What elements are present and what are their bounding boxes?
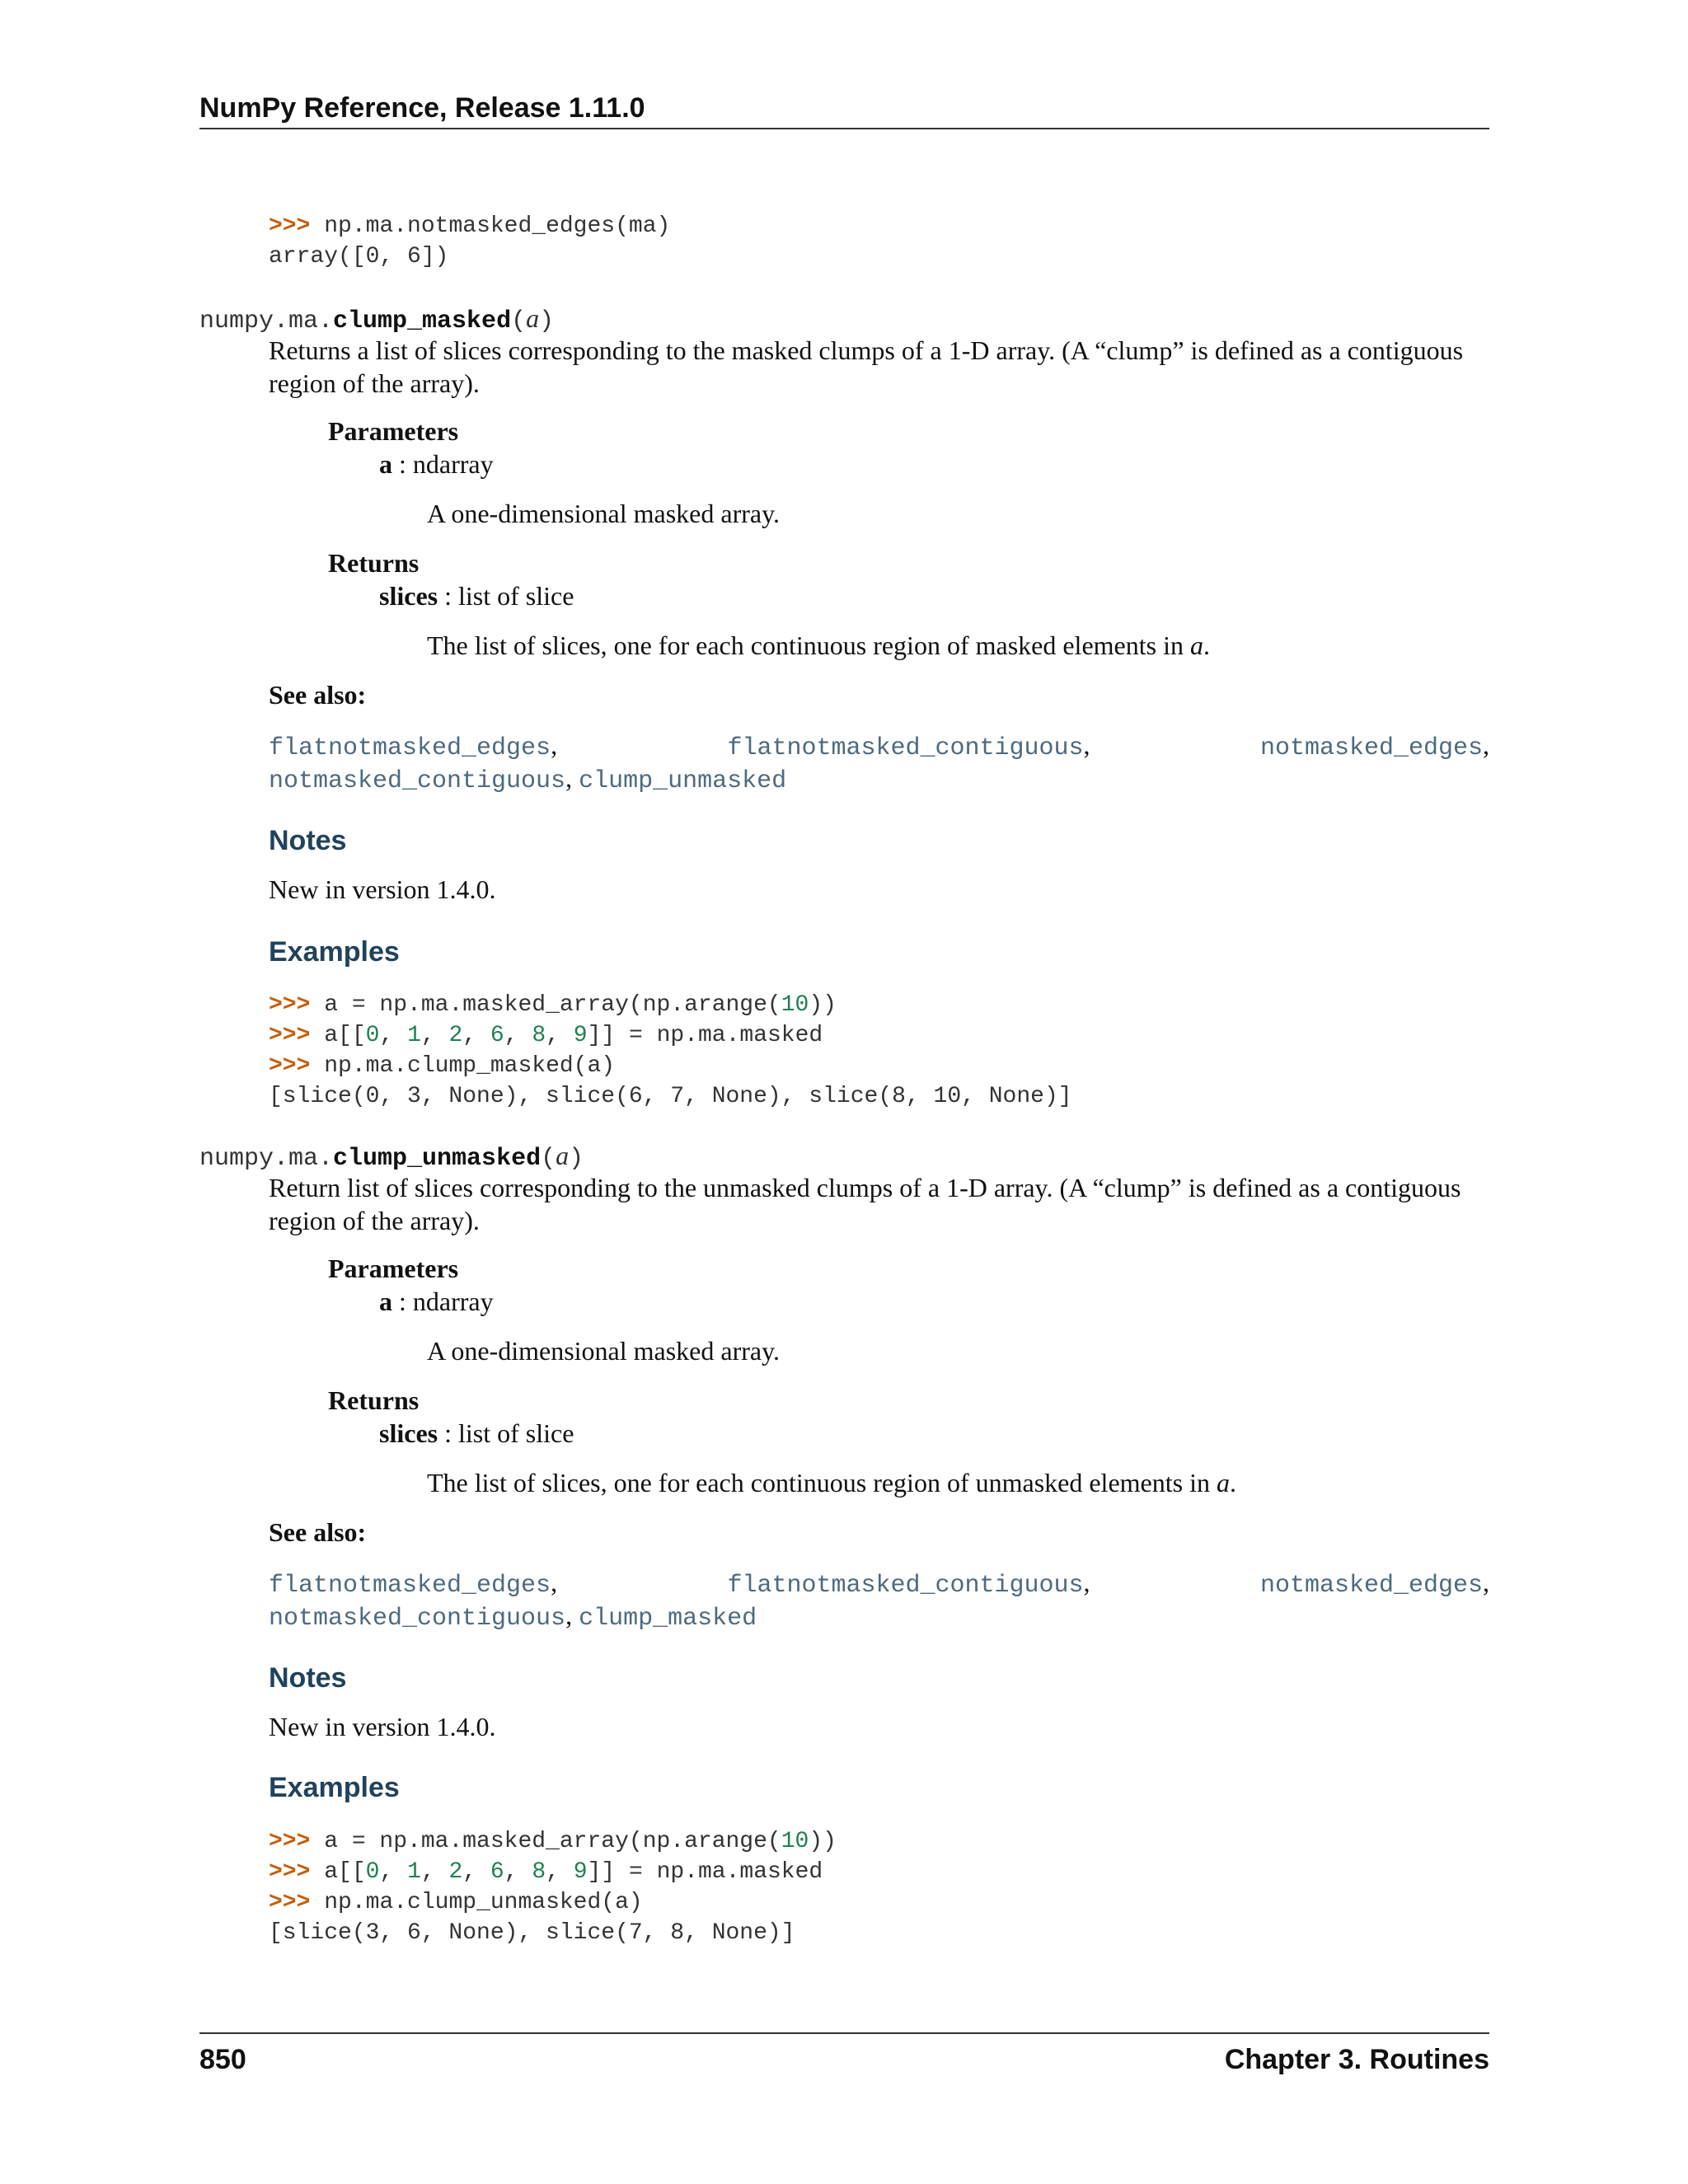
examples-heading: Examples: [269, 936, 400, 968]
xref-link[interactable]: notmasked_edges: [1259, 734, 1483, 762]
parameter-description: A one-dimensional masked array.: [427, 499, 781, 528]
xref-link[interactable]: clump_unmasked: [579, 767, 787, 795]
xref-link[interactable]: clump_masked: [579, 1605, 757, 1633]
parameter-description: A one-dimensional masked array.: [427, 1336, 781, 1366]
page-number: 850: [199, 2044, 246, 2075]
example-code: >>> a = np.ma.masked_array(np.arange(10)) >>> a[[0, 1, 2, 6, 8, 9]] = np.ma.masked >>> np.ma.clump_unmasked(a) [slice(3, 6, None), slice(7, 8, None)]: [269, 1829, 837, 1946]
parameters-heading: Parameters: [328, 416, 459, 446]
xref-link[interactable]: flatnotmasked_contiguous: [727, 1572, 1084, 1600]
xref-link[interactable]: flatnotmasked_contiguous: [727, 734, 1084, 762]
returns-heading: Returns: [328, 548, 420, 578]
notes-heading: Notes: [269, 1662, 347, 1694]
top-example-code: >>> np.ma.notmasked_edges(ma) array([0, 6]): [269, 213, 671, 269]
returns-heading: Returns: [328, 1385, 420, 1415]
see-also-line: flatnotmasked_edges, flatnotmasked_contiguous, notmasked_edges,: [269, 730, 1489, 762]
notes-text: New in version 1.4.0.: [269, 874, 496, 904]
parameters-heading: Parameters: [328, 1254, 459, 1283]
return-description: The list of slices, one for each continuous region of unmasked elements in a.: [427, 1468, 1236, 1497]
return-item: slices : list of slice: [379, 581, 574, 611]
return-description: The list of slices, one for each continuous region of masked elements in a.: [427, 630, 1210, 660]
see-also-line: flatnotmasked_edges, flatnotmasked_contiguous, notmasked_edges,: [269, 1568, 1489, 1600]
function-description: Return list of slices corresponding to the unmasked clumps of a 1-D array. (A “clump” is defined as a contiguous region of the array).: [269, 1173, 1461, 1235]
xref-link[interactable]: flatnotmasked_edges: [269, 1572, 551, 1600]
xref-link[interactable]: notmasked_edges: [1259, 1572, 1483, 1600]
xref-link[interactable]: notmasked_contiguous: [269, 767, 566, 795]
xref-link[interactable]: flatnotmasked_edges: [269, 734, 551, 762]
parameter-item: a : ndarray: [379, 1286, 494, 1316]
examples-heading: Examples: [269, 1772, 400, 1803]
notes-text: New in version 1.4.0.: [269, 1712, 496, 1741]
page-footer: [199, 2032, 1489, 2076]
example-code: >>> a = np.ma.masked_array(np.arange(10)) >>> a[[0, 1, 2, 6, 8, 9]] = np.ma.masked >>> np.ma.clump_masked(a) [slice(0, 3, None), slice(6, 7, None), slice(8, 10, None)]: [269, 992, 1072, 1109]
see-also-heading: See also:: [269, 1517, 367, 1547]
see-also-heading: See also:: [269, 680, 367, 710]
running-header: NumPy Reference, Release 1.11.0: [199, 92, 1489, 129]
return-item: slices : list of slice: [379, 1418, 574, 1448]
function-signature: numpy.ma.clump_masked(a): [199, 303, 555, 335]
function-description: Returns a list of slices corresponding to the masked clumps of a 1-D array. (A “clump” is defined as a contiguous region of the array).: [269, 335, 1464, 398]
see-also-line: notmasked_contiguous, clump_masked: [269, 1601, 757, 1633]
parameter-item: a : ndarray: [379, 449, 494, 479]
chapter-title: Chapter 3. Routines: [1224, 2044, 1489, 2075]
xref-link[interactable]: notmasked_contiguous: [269, 1605, 566, 1633]
function-signature: numpy.ma.clump_unmasked(a): [199, 1141, 584, 1173]
see-also-line: notmasked_contiguous, clump_unmasked: [269, 763, 787, 795]
notes-heading: Notes: [269, 825, 347, 856]
